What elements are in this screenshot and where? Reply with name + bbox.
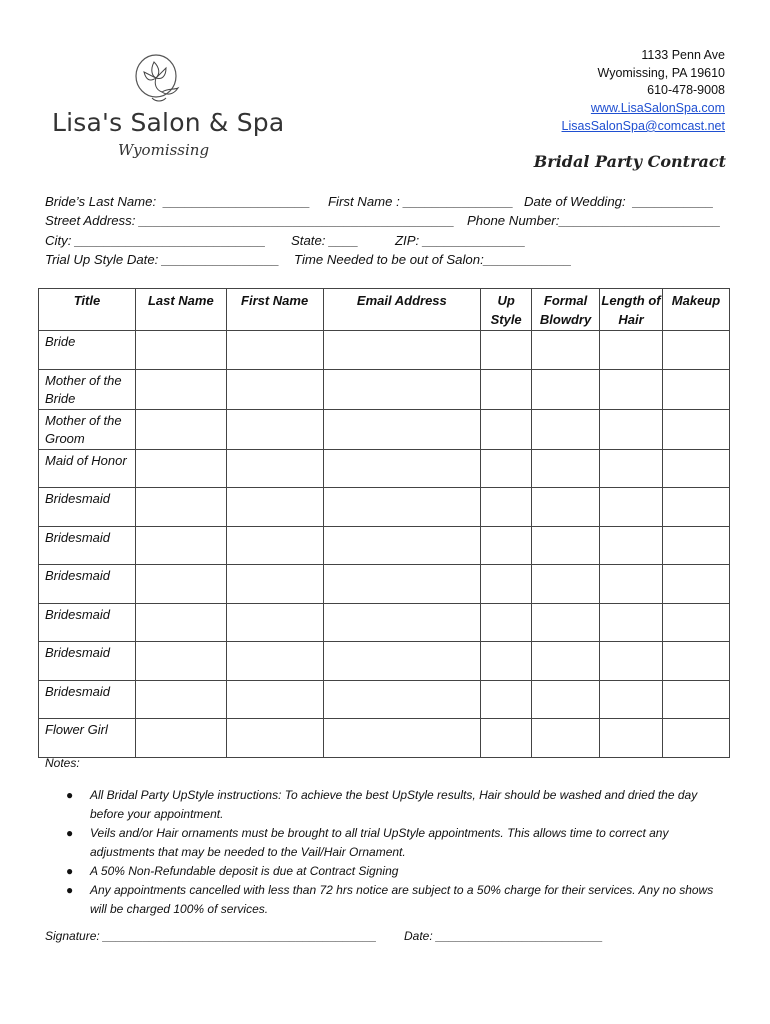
up-style-cell[interactable]: [481, 603, 532, 642]
formal-blowdry-cell[interactable]: [532, 409, 600, 449]
header-email: Email Address: [323, 289, 481, 331]
up-style-cell[interactable]: [481, 449, 532, 488]
last-name-cell[interactable]: [135, 680, 226, 719]
notes-list: [66, 786, 726, 919]
table-row: [39, 680, 730, 719]
makeup-cell[interactable]: [662, 331, 729, 370]
header-up-style: Up Style: [481, 289, 532, 331]
last-name-cell[interactable]: [135, 409, 226, 449]
website-link[interactable]: www.LisaSalonSpa.com: [590, 101, 725, 116]
bridal-party-table: [38, 288, 730, 758]
makeup-cell[interactable]: [662, 719, 729, 758]
first-name-cell[interactable]: [226, 488, 323, 527]
logo-location: Wyomissing: [118, 141, 210, 159]
first-name-cell[interactable]: [226, 719, 323, 758]
last-name-cell[interactable]: [135, 526, 226, 565]
note-text: Any appointments cancelled with less than 72 hrs notice are subject to a 50% charge for their services. Any no shows will be charged 100% of services.: [90, 883, 714, 916]
first-name-cell[interactable]: [226, 331, 323, 370]
first-name-cell[interactable]: [226, 449, 323, 488]
table-row: [39, 488, 730, 527]
makeup-cell[interactable]: [662, 680, 729, 719]
length-of-hair-cell[interactable]: [600, 449, 663, 488]
up-style-cell[interactable]: [481, 369, 532, 409]
makeup-cell[interactable]: [662, 526, 729, 565]
phone-number-field[interactable]: Phone Number:______________________: [467, 213, 721, 229]
formal-blowdry-cell[interactable]: [532, 449, 600, 488]
table-row: [39, 331, 730, 370]
table-row: [39, 642, 730, 681]
first-name-cell[interactable]: [226, 526, 323, 565]
makeup-cell[interactable]: [662, 565, 729, 604]
bullet-icon: ●: [66, 883, 74, 897]
date-of-wedding-field[interactable]: Date of Wedding: ___________: [524, 194, 714, 209]
logo-name: Lisa's Salon & Spa: [52, 108, 285, 137]
header-title: Title: [39, 289, 136, 331]
row-title: Bridesmaid: [39, 526, 136, 565]
email-cell[interactable]: [323, 449, 481, 488]
note-text: A 50% Non-Refundable deposit is due at Contract Signing: [90, 864, 399, 878]
email-cell[interactable]: [323, 603, 481, 642]
state-field[interactable]: State: ____: [291, 232, 359, 248]
length-of-hair-cell[interactable]: [600, 603, 663, 642]
table-row: [39, 565, 730, 604]
salon-logo: [52, 52, 285, 167]
email-cell[interactable]: [323, 409, 481, 449]
row-title: Bridesmaid: [39, 488, 136, 527]
row-title: Bridesmaid: [39, 680, 136, 719]
address-line1: 1133 Penn Ave: [641, 48, 725, 62]
row-title: Bridesmaid: [39, 603, 136, 642]
makeup-cell[interactable]: [662, 369, 729, 409]
bride-info-form: [45, 194, 721, 271]
street-address-field[interactable]: Street Address: ___________________________________________: [45, 213, 455, 229]
first-name-cell[interactable]: [226, 369, 323, 409]
makeup-cell[interactable]: [662, 488, 729, 527]
row-title: Bridesmaid: [39, 565, 136, 604]
last-name-cell[interactable]: [135, 449, 226, 488]
email-cell[interactable]: [323, 680, 481, 719]
formal-blowdry-cell[interactable]: [532, 526, 600, 565]
form-line-names: [45, 194, 714, 213]
time-needed-field[interactable]: Time Needed to be out of Salon:____________: [294, 251, 572, 267]
up-style-cell[interactable]: [481, 526, 532, 565]
length-of-hair-cell[interactable]: [600, 331, 663, 370]
first-name-cell[interactable]: [226, 680, 323, 719]
email-cell[interactable]: [323, 526, 481, 565]
length-of-hair-cell[interactable]: [600, 488, 663, 527]
trial-date-field[interactable]: Trial Up Style Date: ________________: [45, 251, 280, 267]
length-of-hair-cell[interactable]: [600, 719, 663, 758]
note-item: [66, 786, 726, 824]
row-title: Bride: [39, 331, 136, 370]
header-first-name: First Name: [226, 289, 323, 331]
row-title: Maid of Honor: [39, 449, 136, 488]
length-of-hair-cell[interactable]: [600, 409, 663, 449]
table-row: [39, 719, 730, 758]
makeup-cell[interactable]: [662, 603, 729, 642]
signature-field[interactable]: Signature: _________________________________________: [45, 929, 377, 943]
address-line2: Wyomissing, PA 19610: [597, 65, 725, 80]
row-title: Mother of the Groom: [39, 409, 136, 449]
date-field[interactable]: Date: _________________________: [404, 929, 603, 943]
length-of-hair-cell[interactable]: [600, 526, 663, 565]
formal-blowdry-cell[interactable]: [532, 369, 600, 409]
document-title: Bridal Party Contract: [533, 152, 726, 171]
email-cell[interactable]: [323, 369, 481, 409]
note-text: Veils and/or Hair ornaments must be brought to all trial UpStyle appointments. This allows time to correct any adjustments that may be needed to the Vail/Hair Ornament.: [90, 826, 669, 859]
last-name-cell[interactable]: [135, 488, 226, 527]
header-last-name: Last Name: [135, 289, 226, 331]
makeup-cell[interactable]: [662, 449, 729, 488]
length-of-hair-cell[interactable]: [600, 565, 663, 604]
header-length-of-hair: Length of Hair: [600, 289, 663, 331]
length-of-hair-cell[interactable]: [600, 680, 663, 719]
table-row: [39, 369, 730, 409]
row-title: Flower Girl: [39, 719, 136, 758]
up-style-cell[interactable]: [481, 409, 532, 449]
formal-blowdry-cell[interactable]: [532, 488, 600, 527]
first-name-cell[interactable]: [226, 642, 323, 681]
bullet-icon: ●: [66, 788, 74, 802]
email-cell[interactable]: [323, 565, 481, 604]
note-item: [66, 862, 726, 881]
note-text: All Bridal Party UpStyle instructions: To achieve the best UpStyle results, Hair should be washed and dried the day before your appointment.: [90, 788, 698, 821]
zip-field[interactable]: ZIP: ______________: [395, 232, 526, 248]
first-name-cell[interactable]: [226, 603, 323, 642]
last-name-cell[interactable]: [135, 565, 226, 604]
formal-blowdry-cell[interactable]: [532, 565, 600, 604]
table-row: [39, 603, 730, 642]
makeup-cell[interactable]: [662, 642, 729, 681]
table-row: [39, 449, 730, 488]
form-line-trial: [45, 251, 572, 271]
lily-flower-icon: [132, 52, 192, 110]
up-style-cell[interactable]: [481, 565, 532, 604]
length-of-hair-cell[interactable]: [600, 642, 663, 681]
first-name-field[interactable]: First Name : _______________: [328, 194, 514, 209]
bullet-icon: ●: [66, 864, 74, 878]
formal-blowdry-cell[interactable]: [532, 680, 600, 719]
contact-block: [562, 47, 725, 136]
row-title: Mother of the Bride: [39, 369, 136, 409]
first-name-cell[interactable]: [226, 409, 323, 449]
bride-last-name-field[interactable]: Bride’s Last Name: ____________________: [45, 194, 311, 209]
notes-label: Notes:: [45, 756, 80, 770]
last-name-cell[interactable]: [135, 642, 226, 681]
bullet-icon: ●: [66, 826, 74, 840]
phone-number: 610-478-9008: [647, 83, 725, 98]
formal-blowdry-cell[interactable]: [532, 642, 600, 681]
last-name-cell[interactable]: [135, 603, 226, 642]
up-style-cell[interactable]: [481, 642, 532, 681]
makeup-cell[interactable]: [662, 409, 729, 449]
last-name-cell[interactable]: [135, 369, 226, 409]
form-line-city: [45, 232, 526, 252]
up-style-cell[interactable]: [481, 331, 532, 370]
email-cell[interactable]: [323, 642, 481, 681]
email-cell[interactable]: [323, 719, 481, 758]
signature-line: [45, 929, 603, 971]
header-formal-blowdry: Formal Blowdry: [532, 289, 600, 331]
table-header-row: [39, 289, 730, 331]
email-link[interactable]: LisasSalonSpa@comcast.net: [561, 118, 725, 133]
formal-blowdry-cell[interactable]: [532, 719, 600, 758]
first-name-cell[interactable]: [226, 565, 323, 604]
formal-blowdry-cell[interactable]: [532, 603, 600, 642]
length-of-hair-cell[interactable]: [600, 369, 663, 409]
table-row: [39, 526, 730, 565]
email-cell[interactable]: [323, 331, 481, 370]
note-item: [66, 824, 726, 862]
table-row: [39, 409, 730, 449]
note-item: [66, 881, 726, 919]
formal-blowdry-cell[interactable]: [532, 331, 600, 370]
last-name-cell[interactable]: [135, 331, 226, 370]
form-line-address: [45, 213, 721, 232]
row-title: Bridesmaid: [39, 642, 136, 681]
up-style-cell[interactable]: [481, 680, 532, 719]
up-style-cell[interactable]: [481, 488, 532, 527]
last-name-cell[interactable]: [135, 719, 226, 758]
city-field[interactable]: City: __________________________: [45, 232, 266, 248]
up-style-cell[interactable]: [481, 719, 532, 758]
header-makeup: Makeup: [662, 289, 729, 331]
email-cell[interactable]: [323, 488, 481, 527]
